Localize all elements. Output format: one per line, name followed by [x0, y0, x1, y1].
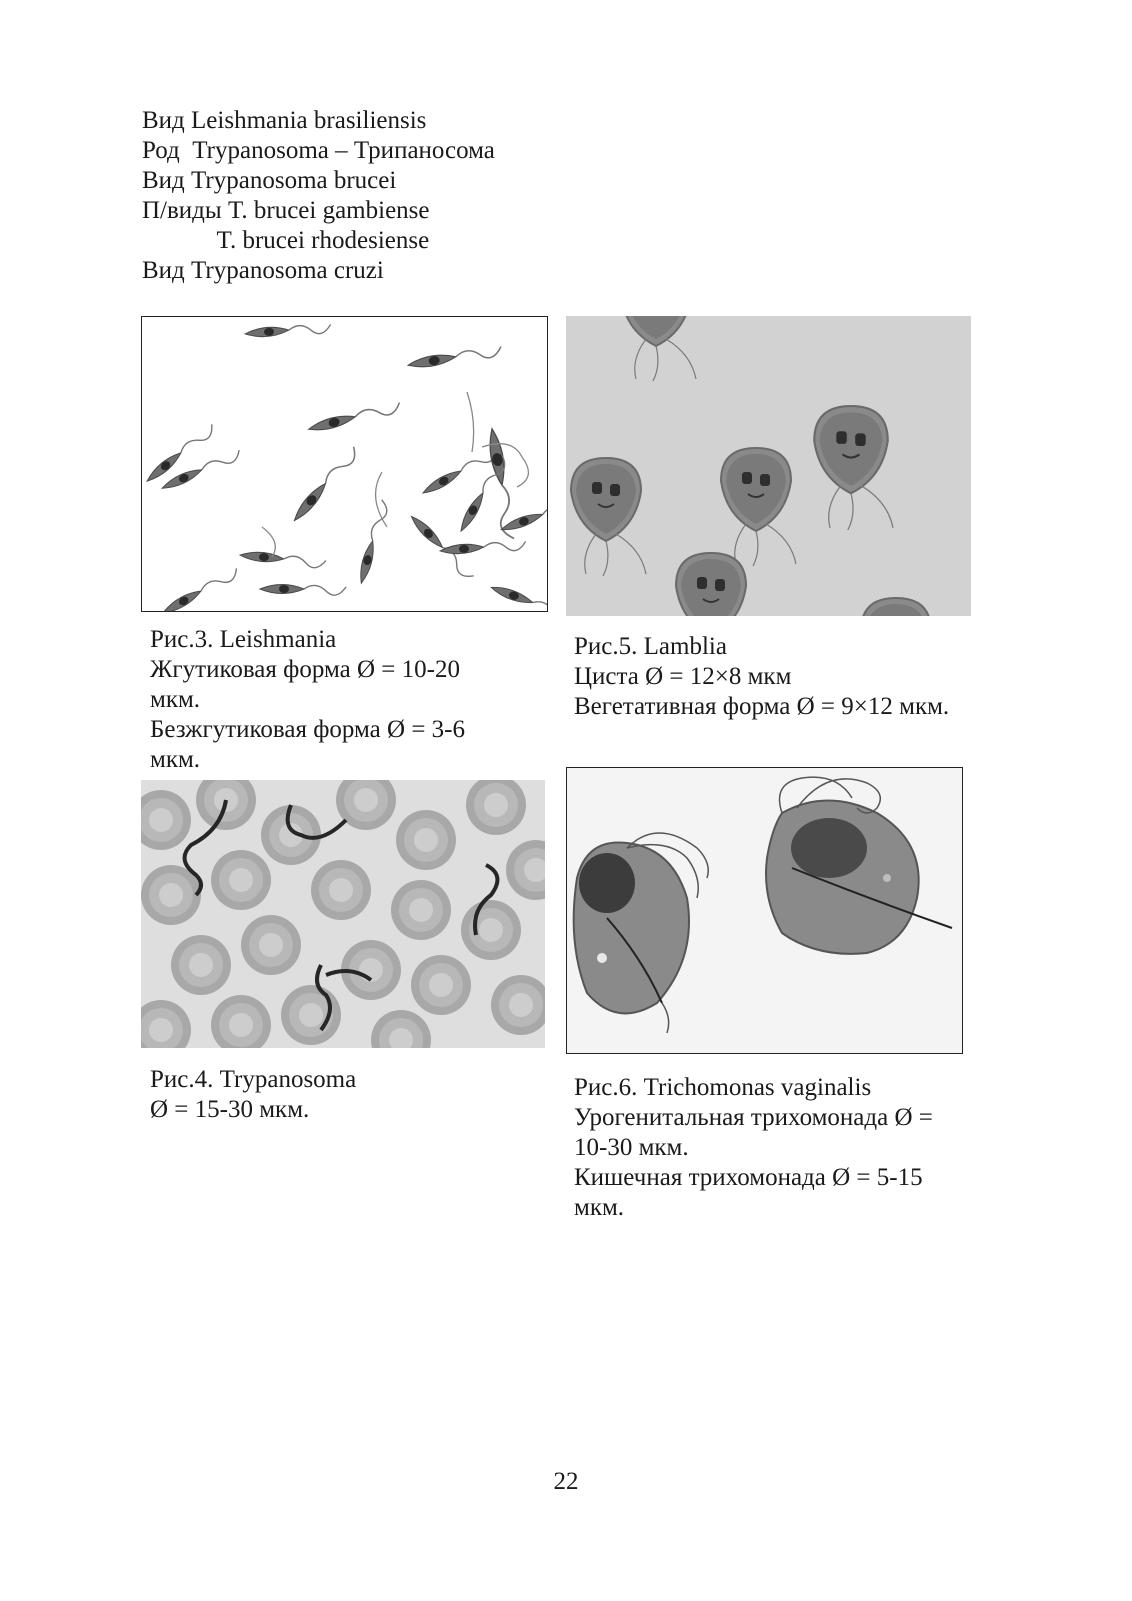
caption-line: мкм. [150, 686, 201, 713]
taxonomy-line: Вид Leishmania brasiliensis [142, 107, 427, 134]
caption-line: мкм. [150, 746, 201, 773]
caption-line: Рис.6. Trichomonas vaginalis [574, 1074, 872, 1101]
figure-3-caption [150, 625, 550, 775]
trypanosoma-micrograph [141, 780, 545, 1048]
caption-line: Ø = 15-30 мкм. [150, 1096, 310, 1123]
taxonomy-line: Вид Trypanosoma cruzi [142, 257, 384, 284]
figure-4-caption [150, 1065, 550, 1125]
caption-line: Кишечная трихомонада Ø = 5-15 [574, 1164, 923, 1191]
caption-line: Циста Ø = 12×8 мкм [574, 663, 792, 690]
caption-line: мкм. [574, 1194, 625, 1221]
caption-line: Рис.5. Lamblia [574, 633, 727, 660]
page-number: 22 [553, 1468, 579, 1495]
caption-line: Вегетативная форма Ø = 9×12 мкм. [574, 693, 950, 720]
caption-line: Жгутиковая форма Ø = 10-20 [150, 656, 460, 683]
caption-line: Рис.3. Leishmania [150, 626, 337, 653]
caption-line: Рис.4. Trypanosoma [150, 1066, 357, 1093]
taxonomy-line: T. brucei rhodesiense [142, 227, 430, 254]
figure-5-caption [574, 632, 994, 722]
caption-line: 10-30 мкм. [574, 1134, 689, 1161]
taxonomy-line: П/виды T. brucei gambiense [142, 197, 430, 224]
figure-6-caption [574, 1073, 994, 1223]
taxonomy-line: Вид Trypanosoma brucei [142, 167, 397, 194]
leishmania-micrograph [141, 316, 548, 612]
trichomonas-micrograph [566, 767, 963, 1054]
taxonomy-list [142, 106, 495, 286]
caption-line: Урогенитальная трихомонада Ø = [574, 1104, 933, 1131]
taxonomy-line: Род Trypanosoma – Трипаносома [142, 137, 495, 164]
lamblia-micrograph [566, 316, 971, 616]
caption-line: Безжгутиковая форма Ø = 3-6 [150, 716, 466, 743]
